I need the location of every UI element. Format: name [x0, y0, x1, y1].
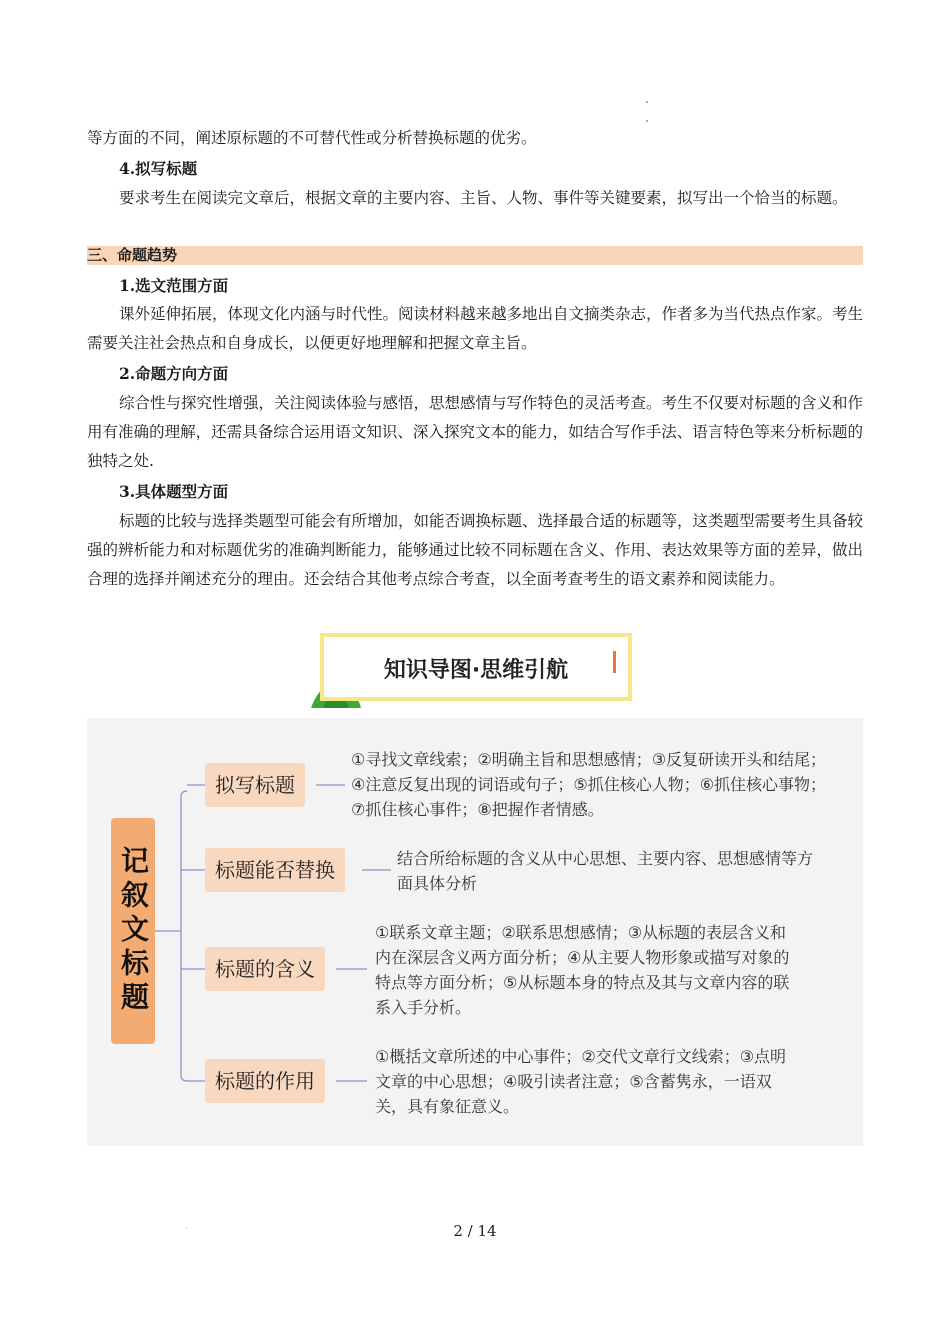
section-banner [320, 633, 632, 701]
node-title-function: 标题的作用 [205, 1059, 325, 1103]
page-number: 2 / 14 [453, 1222, 497, 1240]
connector-spine [181, 791, 187, 1081]
decor-dot [646, 101, 648, 103]
banner-accent [613, 651, 616, 673]
node-title-replace-desc: 结合所给标题的含义从中心思想、主要内容、思想感情等方面具体分析 [397, 849, 814, 893]
mind-map-root [111, 818, 155, 1044]
paragraph-draft-title: 要求考生在阅读完文章后，根据文章的主要内容、主旨、人物、事件等关键要素，拟写出一个恰当的标题。 [119, 189, 848, 207]
node-draft-title-desc: ①寻找文章线索；②明确主旨和思想感情；③反复研读开头和结尾；④注意反复出现的词语或句子；⑤抓住核心人物；⑥抓住核心事物；⑦抓住核心事件；⑧把握作者情感。 [351, 750, 827, 819]
paragraph-direction: 综合性与探究性增强，关注阅读体验与感悟，思想感情与写作特色的灵活考查。考生不仅要对标题的含义和作用有准确的理解，还需具备综合运用语文知识、深入探究文本的能力，如结合写作手法、语言特色等来分析标题的独特之处. [87, 394, 864, 470]
subheading-text-scope: 1.选文范围方面 [119, 276, 229, 295]
section-heading-trends: 三、命题趋势 [87, 246, 863, 265]
subheading-direction: 2.命题方向方面 [119, 364, 229, 383]
paragraph-question-types: 标题的比较与选择类题型可能会有所增加，如能否调换标题、选择最合适的标题等，这类题型需要考生具备较强的辨析能力和对标题优劣的准确判断能力，能够通过比较不同标题在含义、作用、表达效果等方面的差异，做出合理的选择并阐述充分的理由。还会结合其他考点综合考查，以全面考查考生的语文素养和阅读能力。 [87, 512, 864, 588]
heading-draft-title: 4.拟写标题 [119, 159, 198, 178]
node-title-meaning: 标题的含义 [205, 947, 325, 991]
mind-map [87, 718, 863, 1146]
subheading-question-types: 3.具体题型方面 [119, 482, 229, 501]
decor-dot [646, 120, 648, 122]
node-title-function-desc: ①概括文章所述的中心事件；②交代文章行文线索；③点明文章的中心思想；④吸引读者注意；⑤含蓄隽永，一语双关，具有象征意义。 [375, 1047, 787, 1116]
node-title-replace: 标题能否替换 [205, 848, 345, 892]
paragraph-text-scope: 课外延伸拓展，体现文化内涵与时代性。阅读材料越来越多地出自文摘类杂志，作者多为当代热点作家。考生需要关注社会热点和自身成长，以便更好地理解和把握文章主旨。 [87, 305, 864, 352]
paragraph-continued: 等方面的不同，阐述原标题的不可替代性或分析替换标题的优劣。 [87, 129, 537, 147]
node-draft-title: 拟写标题 [205, 763, 305, 807]
banner-title: 知识导图·思维引航 [383, 658, 569, 683]
root-label: 记叙文标题 [117, 846, 150, 1016]
node-title-meaning-desc: ①联系文章主题；②联系思想感情；③从标题的表层含义和内在深层含义两方面分析；④从主要人物形象或描写对象的特点等方面分析；⑤从标题本身的特点及其与文章内容的联系入手分析。 [375, 923, 790, 1017]
